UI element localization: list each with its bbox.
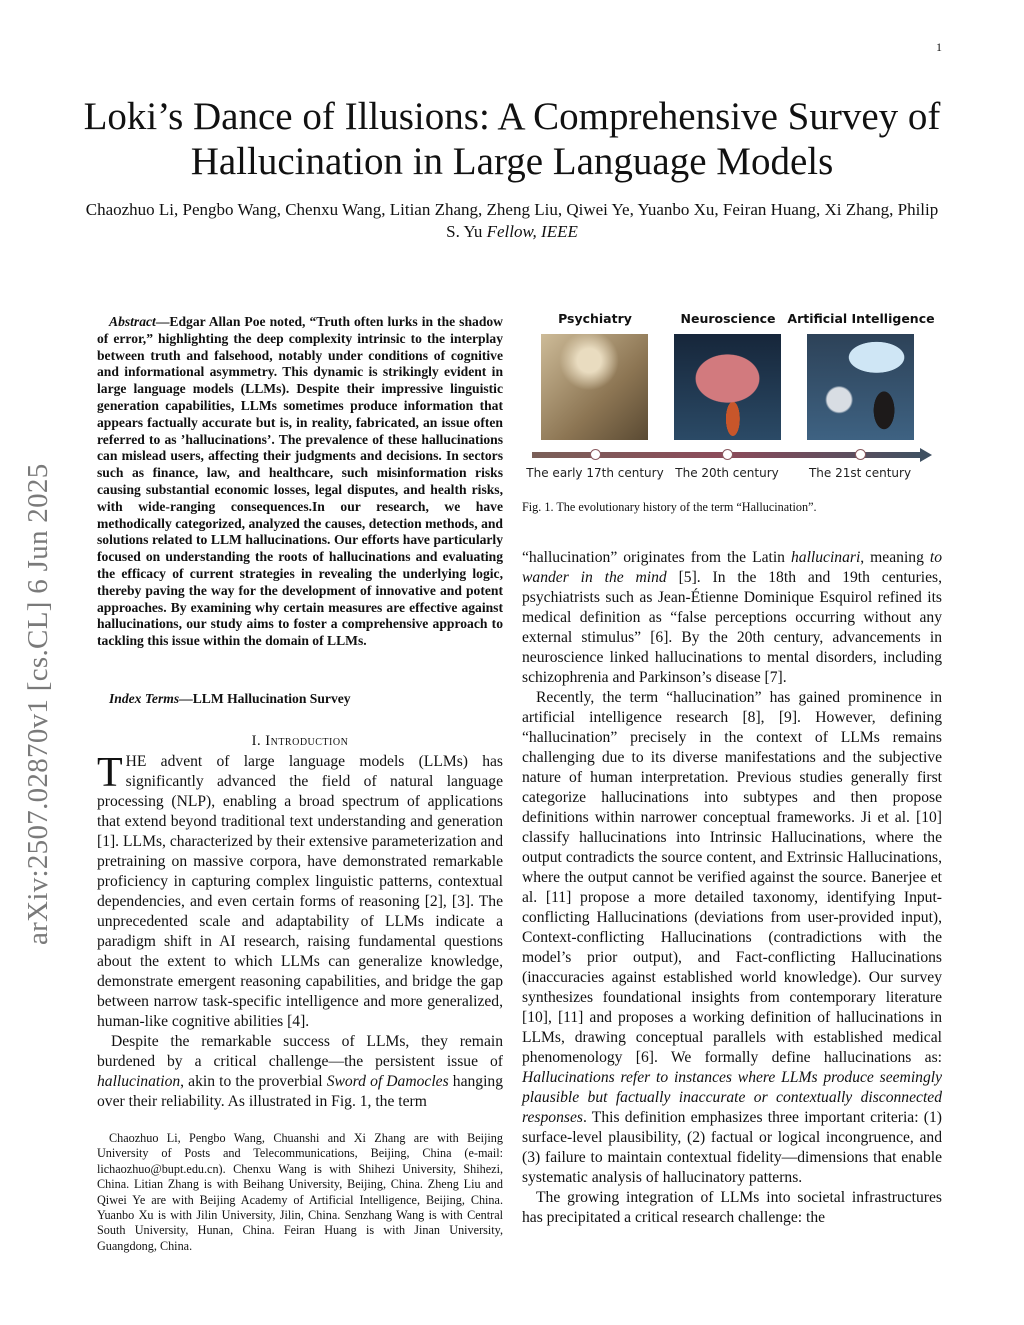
paragraph bbox=[522, 548, 942, 688]
emphasis-text: hallucination bbox=[97, 1073, 181, 1090]
left-column-body bbox=[97, 752, 503, 1112]
section-title: Introduction bbox=[265, 733, 349, 749]
author-names: Chaozhuo Li, Pengbo Wang, Chenxu Wang, Litian Zhang, Zheng Liu, Qiwei Ye, Yuanbo Xu, Feiran Huang, Xi Zhang, Philip S. Yu bbox=[85, 200, 939, 241]
body-text: [5]. In the 18th and 19th centuries, psychiatrists such as Jean-Étienne Dominique Esquirol refined its medical definition as “false perceptions occurring without any external stimulus” [6]. By the 20th century, advancements in neuroscience linked hallucinations to mental disorders, including schizophrenia and Parkinson’s disease [7]. bbox=[522, 569, 942, 686]
index-terms-text: —LLM Hallucination Survey bbox=[179, 691, 351, 706]
section-heading bbox=[97, 733, 503, 750]
abstract bbox=[97, 314, 503, 650]
affiliation-footnote: Chaozhuo Li, Pengbo Wang, Chuanshi and Xi Zhang are with Beijing University of Posts and Telecommunications, Beijing, China (e-mail: lichaozhuo@bupt.edu.cn). Chenxu Wang is with Shihezi University, Shihezi, China. Litian Zhang is with Beihang University, Beijing, China. Zheng Liu and Qiwei Ye are with Beijing Academy of Artificial Intelligence, Beijing, China. Yuanbo Xu is with Jilin University, Jilin, China. Senzhang Wang is with Central South University, Hunan, China. Feiran Huang is with Jinan University, Guangdong, China. bbox=[97, 1131, 503, 1253]
era-label: The 21st century bbox=[808, 466, 912, 480]
body-text: The growing integration of LLMs into societal infrastructures has precipitated a critical research challenge: the bbox=[522, 1189, 942, 1226]
body-text: “hallucination” originates from the Latin bbox=[522, 549, 791, 566]
era-label: The 20th century bbox=[675, 466, 779, 480]
robot-cat-dream-image bbox=[807, 334, 914, 440]
index-terms-label: Index Terms bbox=[109, 691, 180, 706]
emphasis-text: to wander in the mind bbox=[522, 549, 942, 586]
figure-label-ai: Artificial Intelligence bbox=[787, 311, 935, 326]
body-text: hanging over their reliability. As illustrated in Fig. 1, the term bbox=[97, 1073, 504, 1110]
page-number: 1 bbox=[936, 40, 942, 54]
brain-image bbox=[674, 334, 781, 440]
timeline-marker bbox=[722, 449, 733, 460]
index-terms bbox=[97, 690, 503, 707]
arxiv-identifier: arXiv:2507.02870v1 [cs.CL] 6 Jun 2025 bbox=[22, 463, 54, 945]
era-label: The early 17th century bbox=[526, 466, 664, 480]
timeline-marker bbox=[855, 449, 866, 460]
body-text: , akin to the proverbial bbox=[180, 1073, 327, 1090]
author-fellow: Fellow, IEEE bbox=[486, 222, 578, 241]
emphasis-text: Sword of Damocles bbox=[326, 1073, 449, 1090]
paragraph bbox=[97, 1032, 503, 1112]
timeline-marker bbox=[590, 449, 601, 460]
figure-label-neuroscience: Neuroscience bbox=[680, 311, 776, 326]
section-number: I. bbox=[251, 733, 266, 749]
timeline-arrow-icon bbox=[920, 448, 932, 462]
body-text: HE advent of large language models (LLMs) has significantly advanced the field of natural language processing (NLP), enabling a broad spectrum of applications that extend beyond traditional text understanding and generation [1]. LLMs, characterized by their extensive parameterization and pretraining on massive corpora, have demonstrated remarkable proficiency in capturing complex linguistic patterns, contextual dependencies, and even certain forms of reasoning [2], [3]. The unprecedented scale and adaptability of LLMs indicate a paradigm shift in AI research, raising fundamental questions about the extent to which LLMs can generalize knowledge, demonstrate emergent reasoning capabilities, and bridge the gap between narrow task-specific intelligence and more generalized, human-like cognitive abilities [4]. bbox=[97, 753, 503, 1030]
author-list bbox=[80, 199, 944, 243]
paragraph bbox=[97, 752, 503, 1032]
figure-caption: Fig. 1. The evolutionary history of the term “Hallucination”. bbox=[522, 500, 817, 514]
abstract-label: Abstract bbox=[109, 314, 156, 329]
paragraph bbox=[522, 688, 942, 1188]
paragraph bbox=[522, 1188, 942, 1228]
drop-cap: T bbox=[97, 750, 123, 796]
body-text: . This definition emphasizes three important criteria: (1) surface-level plausibility, (2) factual or logical incongruence, and (3) failure to maintain contextual fidelity—dimensions that enable systematic analysis of hallucinatory patterns. bbox=[522, 1109, 942, 1186]
body-text: Despite the remarkable success of LLMs, they remain burdened by a critical challenge—the persistent issue of bbox=[97, 1033, 503, 1070]
body-text: , meaning bbox=[860, 549, 930, 566]
psychiatry-engraving-image bbox=[541, 334, 648, 440]
figure-label-psychiatry: Psychiatry bbox=[558, 311, 632, 326]
paper-title: Loki’s Dance of Illusions: A Comprehensive Survey of Hallucination in Large Language Models bbox=[83, 95, 941, 183]
right-column-body bbox=[522, 548, 942, 1228]
body-text: Recently, the term “hallucination” has gained prominence in artificial intelligence research [8], [9]. However, defining “hallucination” precisely in the context of LLMs remains challenging due to its diverse manifestations and the subjective nature of human interpretation. Previous studies generally first categorize hallucinations into subtypes and then propose definitions within narrower conceptual frameworks. Ji et al. [10] classify hallucinations into Intrinsic Hallucinations, where the output contradicts the source content, and Extrinsic Hallucinations, where the output cannot be verified against the source. Banerjee et al. [11] propose a more detailed taxonomy, identifying Input-conflicting Hallucinations (deviations from user-provided input), Context-conflicting Hallucinations (contradictions with the model’s prior output), and Fact-conflicting Hallucinations (inaccuracies against established world knowledge). Our survey synthesizes foundational insights from contemporary literature [10], [11] and proposes a working definition of hallucinations in LLMs, drawing conceptual parallels with established medical phenomenology [6]. We formally define hallucinations as: bbox=[522, 689, 942, 1066]
emphasis-text: hallucinari bbox=[790, 549, 861, 566]
abstract-text: —Edgar Allan Poe noted, “Truth often lurks in the shadow of error,” highlighting the deep complexity intrinsic to the interplay between truth and falsehood, notably under conditions of cognitive and informational asymmetry. This dynamic is strikingly evident in large language models (LLMs). Despite their impressive linguistic generation capabilities, LLMs sometimes produce information that appears factually accurate but is, in reality, fabricated, an issue often referred to as ’hallucinations’. The prevalence of these hallucinations can mislead users, affecting their judgments and decisions. In sectors such as finance, law, and healthcare, such misinformation risks causing substantial economic losses, legal disputes, and health risks, with wide-ranging consequences.In our research, we have methodically categorized, analyzed the causes, detection methods, and solutions related to LLM hallucinations. Our efforts have particularly focused on understanding the roots of hallucinations and evaluating the efficacy of current strategies in revealing the underlying logic, thereby paving the way for the development of innovative and potent approaches. By examining why certain measures are effective against hallucinations, our study aims to foster a comprehensive approach to tackling this issue within the domain of LLMs. bbox=[97, 314, 503, 649]
emphasis-text: Hallucinations refer to instances where LLMs produce seemingly plausible but factually inaccurate or contextually disconnected responses bbox=[522, 1069, 942, 1126]
